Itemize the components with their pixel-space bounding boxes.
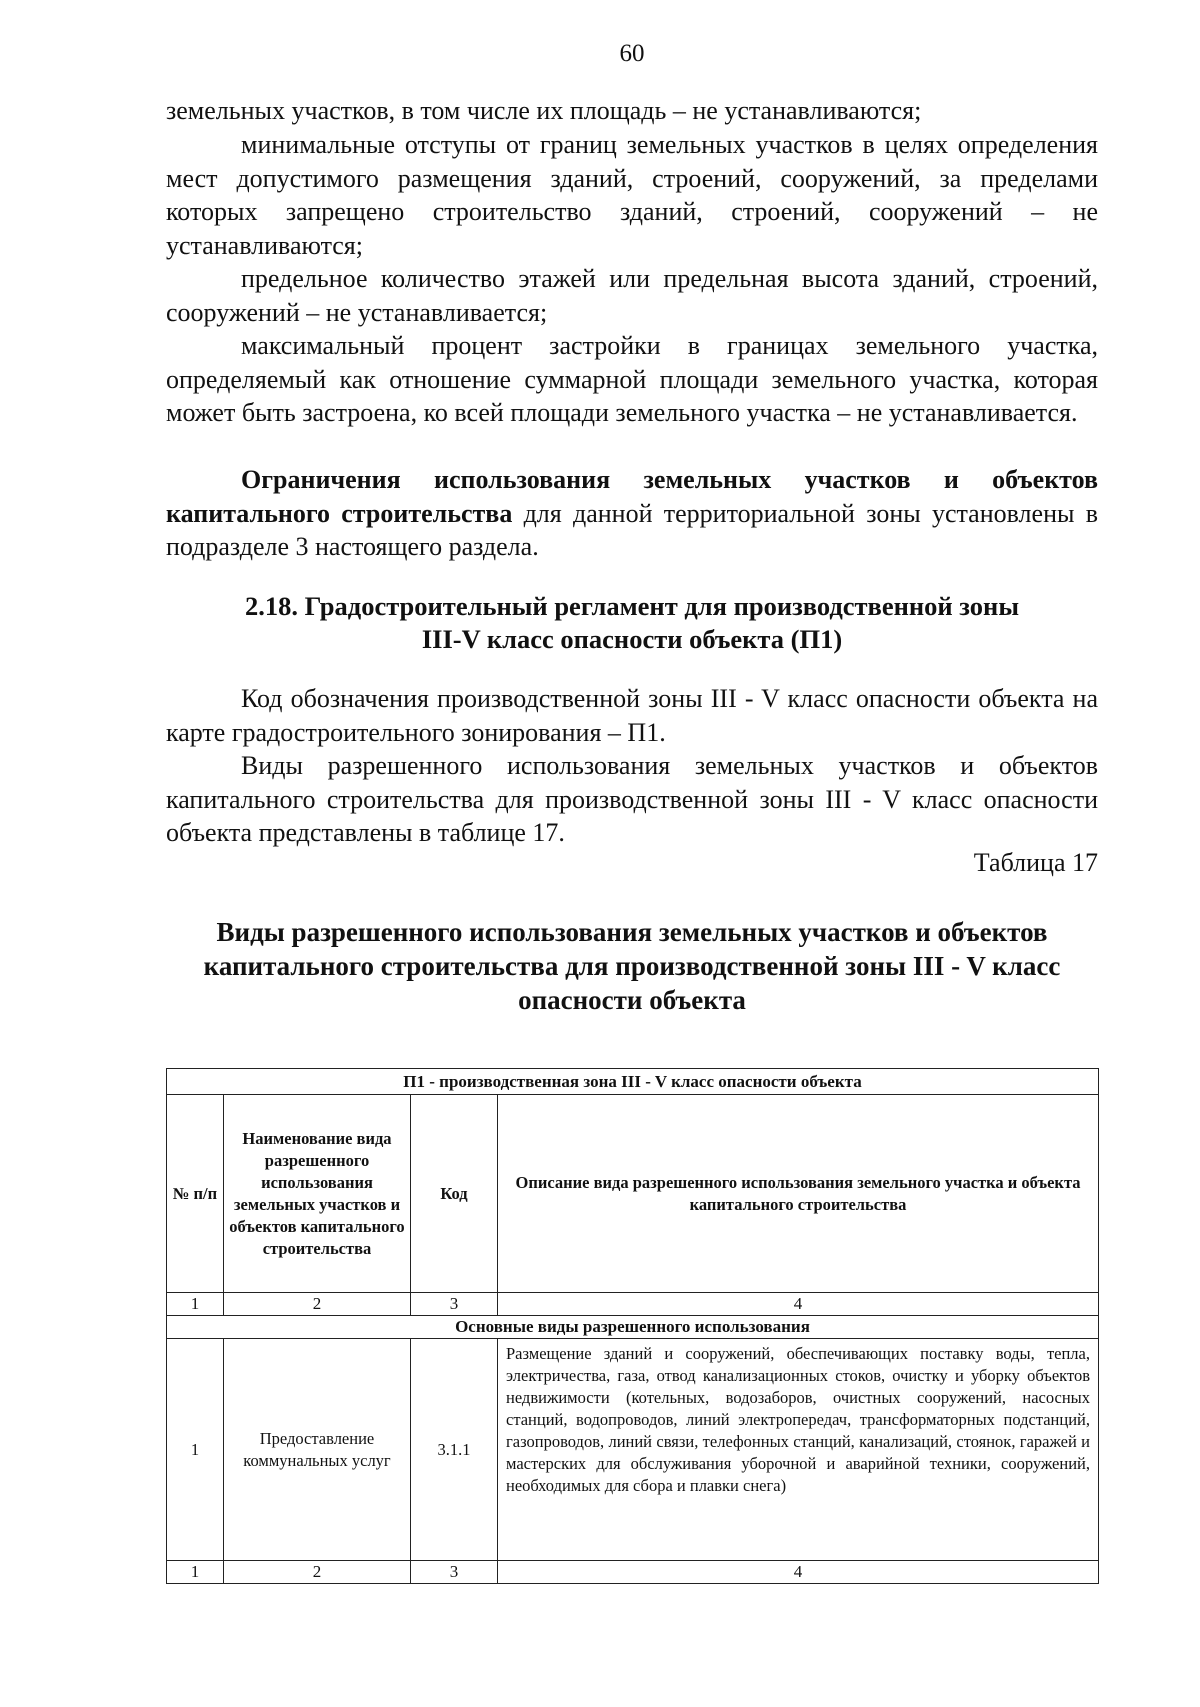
table-caption: Таблица 17	[973, 848, 1098, 877]
column-number: 1	[167, 1561, 224, 1584]
row-code-cell: 3.1.1	[411, 1339, 498, 1561]
section-heading-line2: III-V класс опасности объекта (П1)	[421, 624, 843, 654]
table-title-line2: капитального строительства для производственной зоны III - V класс	[203, 951, 1061, 981]
paragraph-coverage: максимальный процент застройки в границах земельного участка, определяемый как отношение суммарной площади земельного участка, которая может быть застроена, ко всей площади земельного участка – не устанавливается.	[166, 331, 1098, 427]
column-number: 1	[167, 1293, 224, 1316]
regulation-table	[166, 1068, 1099, 1584]
restrictions-text: для данной территориальной зоны установлены в подразделе 3 настоящего раздела.	[166, 498, 1098, 561]
header-name: Наименование вида разрешенного использования земельных участков и объектов капитального строительства	[224, 1095, 411, 1293]
column-number: 4	[498, 1293, 1099, 1316]
column-number: 4	[498, 1561, 1099, 1584]
row-desc-cell: Размещение зданий и сооружений, обеспечивающих поставку воды, тепла, электричества, газа, отвод канализационных стоков, очистку и уборку объектов недвижимости (котельных, водозаборов, очистных сооружений, насосных станций, водопроводов, линий электропередач, трансформаторных подстанций, газопроводов, линий связи, телефонных станций, канализаций, стоянок, гаражей и мастерских для обслуживания уборочной и аварийной техники, сооружений, необходимых для сбора и плавки снега)	[498, 1339, 1099, 1561]
section-heading	[166, 590, 1098, 656]
column-number: 3	[411, 1293, 498, 1316]
paragraph-plot-area: земельных участков, в том числе их площадь – не устанавливаются;	[166, 96, 922, 125]
header-code: Код	[411, 1095, 498, 1293]
table-column-numbers-row	[167, 1293, 1099, 1316]
header-num: № п/п	[167, 1095, 224, 1293]
table-title	[166, 915, 1098, 1017]
restrictions-bold-text: Ограничения использования земельных участков и объектов капитального строительства	[166, 465, 1098, 528]
table-header-row	[167, 1095, 1099, 1293]
paragraph-table-ref: Виды разрешенного использования земельных участков и объектов капитального строительства для производственной зоны III - V класс опасности объекта представлены в таблице 17.	[166, 751, 1098, 847]
paragraph-floors: предельное количество этажей или предельная высота зданий, строений, сооружений – не устанавливается;	[166, 264, 1098, 327]
page-number: 60	[619, 40, 645, 67]
paragraph-setbacks: минимальные отступы от границ земельных участков в целях определения мест допустимого размещения зданий, строений, сооружений, за пределами которых запрещено строительство зданий, строений, сооружений – не устанавливаются;	[166, 130, 1098, 260]
paragraph-restrictions	[166, 463, 1098, 564]
zone-header-cell: П1 - производственная зона III - V класс опасности объекта	[167, 1069, 1099, 1095]
table-row	[167, 1339, 1099, 1561]
table-zone-row	[167, 1069, 1099, 1095]
table-footer-numbers-row	[167, 1561, 1099, 1584]
row-num-cell: 1	[167, 1339, 224, 1561]
table-section-row	[167, 1316, 1099, 1339]
table-title-line1: Виды разрешенного использования земельных участков и объектов	[216, 917, 1048, 947]
row-name-cell: Предоставление коммунальных услуг	[224, 1339, 411, 1561]
section-row-cell: Основные виды разрешенного использования	[167, 1316, 1099, 1339]
header-desc: Описание вида разрешенного использования земельного участка и объекта капитального строительства	[498, 1095, 1099, 1293]
column-number: 3	[411, 1561, 498, 1584]
section-heading-line1: 2.18. Градостроительный регламент для производственной зоны	[244, 591, 1020, 621]
column-number: 2	[224, 1561, 411, 1584]
paragraph-zone-code: Код обозначения производственной зоны III - V класс опасности объекта на карте градостроительного зонирования – П1.	[166, 684, 1098, 747]
table-title-line3: опасности объекта	[518, 985, 746, 1015]
column-number: 2	[224, 1293, 411, 1316]
